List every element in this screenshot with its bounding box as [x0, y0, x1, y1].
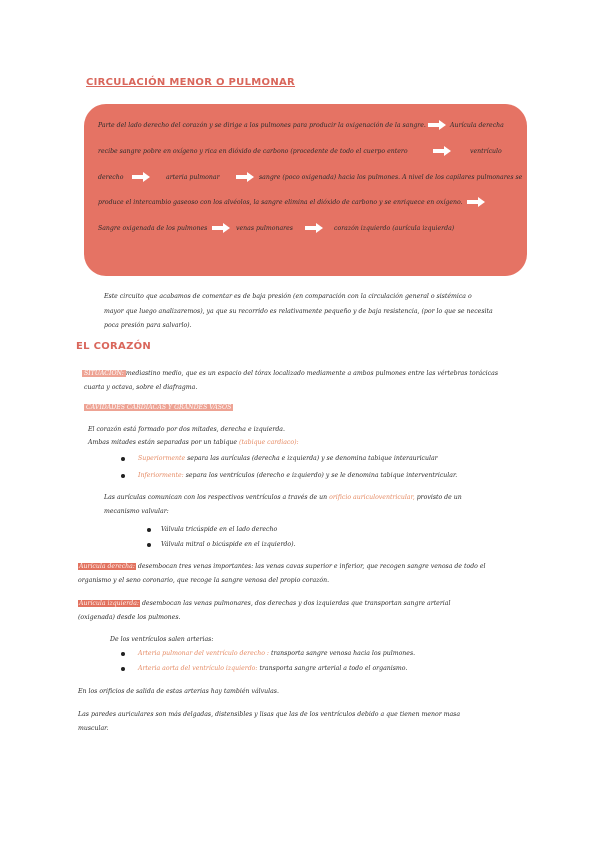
- auric-text-end: provisto de un: [416, 494, 462, 501]
- septum-text: Ambas mitades están separadas por un tabique: [88, 439, 238, 446]
- bullet-dot: [121, 667, 125, 671]
- bullet-superiormente: [138, 453, 438, 464]
- bullet-term: Superiormente: [138, 455, 186, 462]
- valve-mitral: Válvula mitral o bicúspide en el izquierdo).: [161, 541, 296, 548]
- paragraph-low-pressure-2: mayor que luego analizaremos), ya que su recorrido es relativamente pequeño y de baja resistencia, (por lo que se necesita: [104, 308, 493, 315]
- situacion-line-2: cuarta y octava, sobre el diafragma.: [84, 384, 198, 391]
- box-line-3b: arteria pulmonar: [166, 174, 220, 181]
- arteria-term: Arteria pulmonar del ventrículo derecho :: [138, 650, 270, 657]
- auricula-izquierda-line-1: [78, 598, 450, 609]
- bullet-dot: [121, 652, 125, 656]
- arrow-right-icon: [212, 223, 230, 233]
- septum-line: [88, 437, 299, 448]
- auric-term: orificio auriculoventricular,: [329, 494, 415, 501]
- situacion-label: SITUACIÓN:: [84, 370, 124, 377]
- paredes-line-2: muscular.: [78, 725, 109, 732]
- arteria-aorta-item: [138, 663, 407, 674]
- arrow-right-icon: [305, 223, 323, 233]
- auricula-derecha-line-1: [78, 561, 486, 572]
- box-line-2: recibe sangre pobre en oxígeno y rica en dióxido de carbono (procedente de todo el cuerpo entero: [98, 148, 408, 155]
- section-title-circulacion-menor: CIRCULACIÓN MENOR O PULMONAR: [86, 77, 296, 88]
- auricula-derecha-text: desembocan tres venas importantes: las venas cavas superior e inferior, que recogen sangre venosa de todo el: [137, 563, 486, 570]
- valvulas-line: En los orificios de salida de estas arterias hay también válvulas.: [78, 688, 279, 695]
- arteria-text: transporta sangre arterial a todo el organismo.: [259, 665, 408, 672]
- arrow-right-icon: [132, 172, 150, 182]
- auriculas-line-2: mecanismo valvular:: [104, 508, 169, 515]
- arrow-right-icon: [433, 146, 451, 156]
- bullet-dot: [121, 457, 125, 461]
- box-line-5b: venas pulmonares: [236, 225, 293, 232]
- auric-text: Las aurículas comunican con los respectivos ventrículos a través de un: [104, 494, 328, 501]
- division-line: El corazón está formado por dos mitades, derecha e izquierda.: [88, 426, 285, 433]
- paredes-line-1: Las paredes auriculares son más delgadas, distensibles y lisas que las de los ventrículos debido a que tienen menor masa: [78, 711, 461, 718]
- bullet-dot: [147, 543, 151, 547]
- paragraph-low-pressure-3: poca presión para salvarlo).: [104, 322, 192, 329]
- bullet-text: separa las aurículas (derecha e izquierda) y se denomina tabique interauricular: [187, 455, 438, 462]
- valve-tricuspide: Válvula tricúspide en el lado derecho: [161, 526, 278, 533]
- situacion-line-1: [82, 368, 498, 379]
- bullet-text: separa los ventrículos (derecho e izquierdo) y se le denomina tabique interventricular.: [185, 472, 458, 479]
- box-line-5a: Sangre oxigenada de los pulmones: [98, 225, 208, 232]
- arteria-pulmonar-item: [138, 648, 415, 659]
- bullet-dot: [147, 528, 151, 532]
- bullet-dot: [121, 474, 125, 478]
- cavidades-label: CAVIDADES CARDIACAS Y GRANDES VASOS: [86, 404, 232, 411]
- ventriculos-line: De los ventrículos salen arterias:: [110, 636, 214, 643]
- auricula-derecha-line-2: organismo y el seno coronario, que recoge la sangre venosa del propio corazón.: [78, 577, 330, 584]
- auricula-derecha-label: Aurícula derecha:: [79, 563, 135, 570]
- section-title-corazon: EL CORAZÓN: [76, 341, 152, 352]
- arrow-right-icon: [467, 197, 485, 207]
- box-line-4: produce el intercambio gaseoso con los alvéolos, la sangre elimina el dióxido de carbono y se enriquece en oxígeno.: [98, 199, 463, 206]
- box-line-5c: corazón izquierdo (aurícula izquierda): [334, 225, 455, 232]
- auricula-izquierda-text: desembocan las venas pulmonares, dos derechas y dos izquierdas que transportan sangre arterial: [141, 600, 451, 607]
- bullet-term: Inferiormente:: [138, 472, 184, 479]
- cavidades-heading: [84, 402, 233, 413]
- box-line-3a: derecho: [98, 174, 124, 181]
- auricula-izquierda-label: Aurícula izquierda:: [79, 600, 139, 607]
- arteria-text: transporta sangre venosa hacia los pulmones.: [270, 650, 416, 657]
- arrow-right-icon: [236, 172, 254, 182]
- box-line-2-end: ventrículo: [470, 148, 502, 155]
- auriculas-line-1: [104, 492, 462, 503]
- septum-term: (tabique cardiaco):: [239, 439, 299, 446]
- situacion-text: mediastino medio, que es un espacio del tórax localizado mediamente a ambos pulmones entre las vértebras torácicas: [125, 370, 498, 377]
- auricula-izquierda-line-2: (oxigenada) desde los pulmones.: [78, 614, 181, 621]
- box-line-3c: sangre (poco oxigenada) hacia los pulmones. A nivel de los capilares pulmonares se: [259, 174, 523, 181]
- box-line-1-end: Aurícula derecha: [450, 122, 504, 129]
- paragraph-low-pressure-1: Este circuito que acabamos de comentar es de baja presión (en comparación con la circulación general o sistémica o: [104, 293, 472, 300]
- box-line-1: Parte del lado derecho del corazón y se dirige a los pulmones para producir la oxigenación de la sangre.: [98, 122, 426, 129]
- bullet-inferiormente: [138, 470, 457, 481]
- arteria-term: Arteria aorta del ventrículo izquierdo:: [138, 665, 258, 672]
- arrow-right-icon: [428, 120, 446, 130]
